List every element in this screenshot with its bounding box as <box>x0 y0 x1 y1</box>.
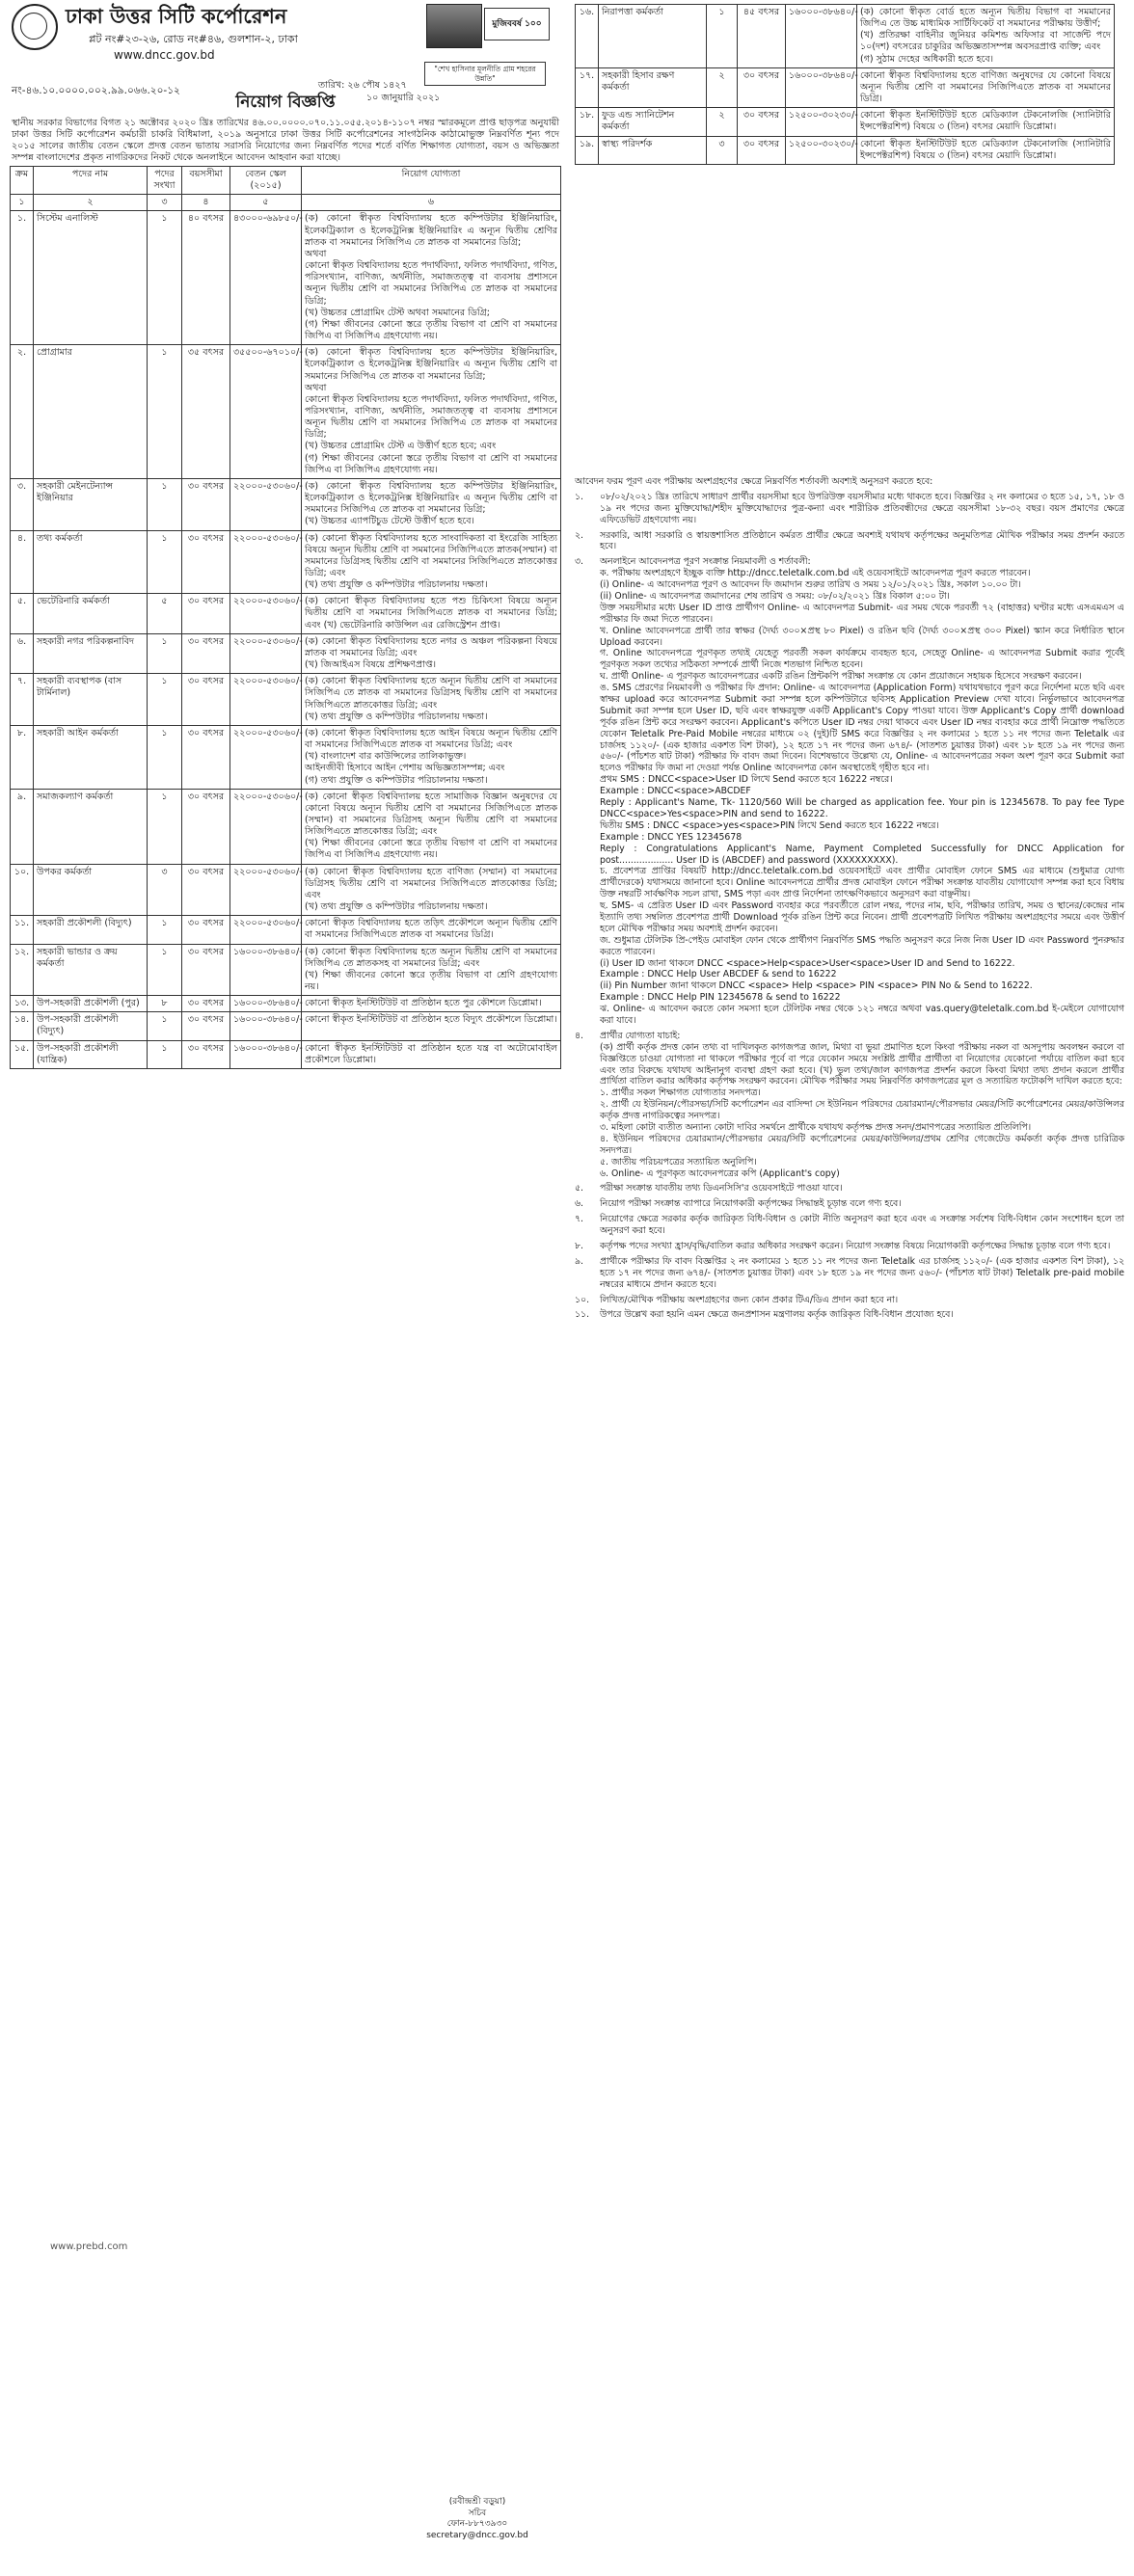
column-header: নিয়োগ যোগ্যতা <box>302 167 561 195</box>
qualification: (ক) কোনো স্বীকৃত বিশ্ববিদ্যালয় হতে সামাজিক বিজ্ঞান অনুষদের যে কোনো বিষয়ে অন্যূন দ্বিতীয় শ্রেণি বা সমমানের সিজিপিএতে স্নাতক (সম্মান) বা সমমানের ডিগ্রিসহ অন্যূন দ্বিতীয় শ্রেণি বা সমমানের সিজিপিএতে স্নাতকোত্তর ডিগ্রি; এবং (খ) শিক্ষা জীবনের কোনো স্তরে তৃতীয় বিভাগ বা শ্রেণি বা সমমানের জিপিএ বা সিজিপিএ গ্রহণযোগ্য নয়। <box>302 789 561 864</box>
post-name: নিরাপত্তা কর্মকর্তা <box>599 5 707 68</box>
post-count: ১ <box>707 5 738 68</box>
post-name: সহকারী হিসাব রক্ষণ কর্মকর্তা <box>599 67 707 107</box>
condition-item <box>575 492 1124 526</box>
qualification: (ক) কোনো স্বীকৃত বিশ্ববিদ্যালয় হতে কম্পিউটার ইঞ্জিনিয়ারিং, ইলেকট্রিক্যাল ও ইলেকট্রনিক্স ইঞ্জিনিয়ারিং এ অন্যূন দ্বিতীয় শ্রেণি বা সমমানের সিজিপিএ তে স্নাতক বা সমমানের ডিগ্রি; (খ) উচ্চতর এ্যাপটিচুড টেস্টে উত্তীর্ণ হতে হবে। <box>302 478 561 530</box>
condition-text: অনলাইনে আবেদনপত্র পূরণ সংক্রান্ত নিয়মাবলী ও শর্তাবলী: ক. পরীক্ষায় অংশগ্রহণে ইচ্ছুক ব্যক্তি http://dncc.teletalk.com.bd এই ওয়েবসাইটে আবেদনপত্র পূরণ করতে পারবেন। (i) Online- এ আবেদনপত্র পূরণ ও আবেদন ফি জমাদান শুরুর তারিখ ও সময় ১২/০১/২০২১ খ্রিঃ, সকাল ১০.০০ টা। (ii) Online- এ আবেদনপত্র জমাদানের শেষ তারিখ ও সময়: ০৮/০২/২০২১ খ্রিঃ বিকাল ৫:০০ টা। উক্ত সময়সীমার মধ্যে User ID প্রাপ্ত প্রার্থীগণ Online- এ আবেদনপত্র Submit- এর সময় থেকে পরবর্তী ৭২ (বাহাত্তর) ঘণ্টার মধ্যে এসএমএস এ পরীক্ষার ফি জমা দিতে পারবেন। খ. Online আবেদনপত্রে প্রার্থী তার স্বাক্ষর (দৈর্ঘ্য ৩০০×প্রস্থ ৮০ Pixel) ও রঙিন ছবি (দৈর্ঘ্য ৩০০×প্রস্থ ৩০০ Pixel) স্ক্যান করে নির্ধারিত স্থানে Upload করবেন। গ. Online আবেদনপত্রে পূরণকৃত তথ্যই যেহেতু পরবর্তী সকল কার্যক্রমে ব্যবহৃত হবে, সেহেতু Online- এ আবেদনপত্র Submit করার পূর্বেই পূরণকৃত সকল তথ্যের সঠিকতা সম্পর্কে প্রার্থী নিজে শতভাগ নিশ্চিত হবেন। ঘ. প্রার্থী Online- এ পূরণকৃত আবেদনপত্রের একটি রঙিন প্রিন্টকপি পরীক্ষা সংক্রান্ত যে কোন প্রয়োজনে সহায়ক হিসেবে সংরক্ষণ করবেন। ঙ. SMS প্রেরণের নিয়মাবলী ও পরীক্ষার ফি প্রদান: Online- এ আবেদনপত্র (Application Form) যথাযথভাবে পূরণ করে নির্দেশনা মতে ছবি এবং স্বাক্ষর upload করে আবেদনপত্র Submit করা সম্পন্ন হলে কম্পিউটারে ছবিসহ Application Preview দেখা যাবে। নির্ভুলভাবে আবেদনপত্র Submit করা সম্পন্ন হলে User ID, ছবি এবং স্বাক্ষরযুক্ত একটি Applicant's Copy পাওয়া যাবে। উক্ত Applicant's Copy প্রার্থী download পূর্বক রঙিন প্রিন্ট করে সংরক্ষণ করবেন। Applicant's কপিতে User ID নম্বর দেয়া থাকবে এবং User ID নম্বর ব্যবহার করে প্রার্থী নিম্নোক্ত পদ্ধতিতে যেকোন Teletalk Pre-Paid Mobile নম্বরের মাধ্যমে ০২ (দুই)টি SMS করে বিজ্ঞপ্তির ২ নং কলামের ১ হতে ১১ নং পদের জন্য Teletalk এর চার্জসহ ১১২০/- (এক হাজার একশত বিশ টাকা), ১২ হতে ১৭ নং পদের জন্য ৬৭৪/- (সাতশত চুয়াত্তর টাকা) এবং ১৮ হতে ১৯ নং পদের জন্য ৫৬০/- (পাঁচশত ষাট টাকা) পরীক্ষার ফি বাবদ জমা দিবেন। বিশেষভাবে উল্লেখ্য যে, Online- এ আবেদনপত্রের সকল অংশ পূরণ করে Submit করা হলেও পরীক্ষার ফি জমা না দেওয়া পর্যন্ত Online আবেদনপত্র কোন অবস্থাতেই গৃহীত হবে না। প্রথম SMS : DNCC<space>User ID লিখে Send করতে হবে 16222 নম্বরে। Example : DNCC<space>ABCDEF Reply : Applicant's Name, Tk- 1120/560 Will be charged as application fee. Your pin is 12345678. To pay fee Type DNCC<space>Yes<space>PIN and send to 16222. দ্বিতীয় SMS : DNCC <space>yes<space>PIN লিখে Send করতে হবে 16222 নম্বরে। Example : DNCC YES 12345678 Reply : Congratulations Applicant's Name, Payment Completed Successfully for DNCC Application for post................... User ID is (ABCDEF) and password (XXXXXXXXX). চ. প্রবেশপত্র প্রাপ্তির বিষয়টি http://dncc.teletalk.com.bd ওয়েবসাইটে এবং প্রার্থীর মোবাইল ফোনে SMS এর মাধ্যমে (শুধুমাত্র যোগ্য প্রার্থীদেরকে) যথাসময়ে জানানো হবে। Online আবেদনপত্রে প্রার্থীর প্রদত্ত মোবাইল ফোনে পরীক্ষা সংক্রান্ত যাবতীয় যোগাযোগ সম্পন্ন করা হবে বিধায় উক্ত নম্বরটি সার্বক্ষণিক সচল রাখা, SMS পড়া এবং প্রাপ্ত নির্দেশনা তাৎক্ষণিকভাবে অনুসরণ করা বাঞ্ছনীয়। ছ. SMS- এ প্রেরিত User ID এবং Password ব্যবহার করে পরবর্তীতে রোল নম্বর, পদের নাম, ছবি, পরীক্ষার তারিখ, সময় ও স্থানের/কেন্দ্রের নাম ইত্যাদি তথ্য সম্বলিত প্রবেশপত্র প্রার্থী Download পূর্বক রঙিন প্রিন্ট করে নিবেন। প্রার্থী প্রবেশপত্রটি লিখিত পরীক্ষায় অংশগ্রহণের সময়ে এবং উত্তীর্ণ হলে মৌখিক পরীক্ষার সময় অবশ্যই প্রদর্শন করবেন। জ. শুধুমাত্র টেলিটক প্রি-পেইড মোবাইল ফোন থেকে প্রার্থীগণ নিম্নবর্ণিত SMS পদ্ধতি অনুসরণ করে নিজ নিজ User ID এবং Password পুনরুদ্ধার করতে পারবেন। (i) User ID জানা থাকলে DNCC <space>Help<space>User<space>User ID and Send to 16222. Example : DNCC Help User ABCDEF & send to 16222 (ii) Pin Number জানা থাকলে DNCC <space> Help <space> PIN <space> PIN No & Send to 16222. Example : DNCC Help PIN 12345678 & send to 16222 ঝ. Online- এ আবেদন করতে কোন সমস্যা হলে টেলিটক নম্বর থেকে ১২১ নম্বরে অথবা vas.query@teletalk.com.bd ই-মেইলে যোগাযোগ করা যাবে। <box>600 556 1124 1026</box>
table-row <box>11 944 561 996</box>
pay-scale: ১৬০০০-৩৮৬৪০/- <box>230 944 302 996</box>
qualification: কোনো স্বীকৃত ইনস্টিটিউট বা প্রতিষ্ঠান হতে যন্ত্র বা অটোমোবাইল প্রকৌশলে ডিপ্লোমা। <box>302 1040 561 1068</box>
column-number: ৬ <box>302 195 561 211</box>
condition-text: কর্তৃপক্ষ পদের সংখ্যা হ্রাস/বৃদ্ধি/বাতিল করার অধিকার সংরক্ষণ করেন। নিয়োগ সংক্রান্ত বিষয়ে নিয়োগকারী কর্তৃপক্ষের সিদ্ধান্ত চূড়ান্ত বলে গণ্য হবে। <box>600 1241 1111 1251</box>
condition-item <box>575 1295 1124 1306</box>
age-limit: ৩০ বৎসর <box>182 864 230 916</box>
conditions-intro: আবেদন ফরম পূরণ এবং পরীক্ষায় অংশগ্রহণের ক্ষেত্রে নিম্নবর্ণিত শর্তাবলী অবশ্যই অনুসরণ করতে হবে: <box>575 476 933 487</box>
mujib-logo: মুজিববর্ষ ১০০ <box>484 8 550 40</box>
pay-scale: ৩৫৫০০-৬৭০১০/- <box>230 345 302 479</box>
qualification: (ক) কোনো স্বীকৃত বিশ্ববিদ্যালয় হতে অন্যূন দ্বিতীয় শ্রেণি বা সমমানের সিজিপিএ তে স্নাতক বা সমমানের ডিগ্রিসহ দ্বিতীয় শ্রেণি বা সমমানের সিজিপিএতে স্নাতকোত্তর ডিগ্রি; এবং (খ) তথ্য প্রযুক্তি ও কম্পিউটার পরিচালনায় দক্ষতা। <box>302 674 561 726</box>
qualification: কোনো স্বীকৃত ইনস্টিটিউট হতে মেডিক্যাল টেকনোলজি (স্যানিটারি ইন্সপেক্টরশিপ) বিষয়ে ৩ (তিন) বৎসর মেয়াদি ডিপ্লোমা। <box>857 136 1115 164</box>
post-count: ১ <box>148 916 182 944</box>
post-count: ৮ <box>148 996 182 1012</box>
qualification: কোনো স্বীকৃত ইনস্টিটিউট বা প্রতিষ্ঠান হতে পুর কৌশলে ডিপ্লোমা। <box>302 996 561 1012</box>
condition-item <box>575 1031 1124 1180</box>
post-count: ৩ <box>148 864 182 916</box>
post-name: সিস্টেম এনালিস্ট <box>34 211 148 345</box>
age-limit: ৩০ বৎসর <box>182 916 230 944</box>
signatory-name: (রবীন্দ্রশ্রী বড়ুয়া) <box>448 2497 506 2507</box>
intro-paragraph: স্থানীয় সরকার বিভাগের বিগত ২১ অক্টোবর ২০২০ খ্রিঃ তারিখের ৪৬.০০.০০০০.০৭০.১১.০৫৫.২০১৪-১১০৭ নম্বর স্মারকমূলে প্রাপ্ত ছাড়পত্র অনুযায়ী ঢাকা উত্তর সিটি কর্পোরেশন কর্মচারী চাকরি বিধিমালা, ২০১৯ অনুসারে ঢাকা উত্তর সিটি কর্পোরেশনের সাংগঠনিক কাঠামোভুক্ত নিম্নবর্ণিত শূন্য পদে ২০১৫ সালের জাতীয় বেতন স্কেলে প্রদত্ত বেতন ভাতায় সরাসরি নিয়োগের জন্য নিম্নবর্ণিত পদের শর্তে বর্ণিত শিক্ষাগত যোগ্যতা, বয়স ও অভিজ্ঞতা সম্পন্ন বাংলাদেশের প্রকৃত নাগরিকদের নিকট থেকে অনলাইনে আবেদন আহবান করা যাচ্ছে। <box>12 118 559 164</box>
pay-scale: ২২০০০-৫৩০৬০/- <box>230 594 302 633</box>
condition-number: ১০. <box>575 1294 590 1305</box>
condition-text: ০৮/০২/২০২১ খ্রিঃ তারিখে সাধারণ প্রার্থীর বয়সসীমা হবে উপরিউক্ত বয়সসীমার মধ্যে থাকতে হবে। বিজ্ঞপ্তির ২ নং কলামের ৩ হতে ১৫, ১৭, ১৮ ও ১৯ নং পদের জন্য মুক্তিযোদ্ধা/শহীদ মুক্তিযোদ্ধাদের পুত্র-কন্যা এবং শারীরিক প্রতিবন্ধীদের ক্ষেত্রে বয়সসীমা ১৮-৩২ বছর। বয়স প্রমাণের ক্ষেত্রে এফিডেভিট গ্রহণযোগ্য নয়। <box>600 491 1124 525</box>
post-name: সহকারী আইন কর্মকর্তা <box>34 725 148 789</box>
qualification: (ক) কোনো স্বীকৃত বোর্ড হতে অন্যূন দ্বিতীয় বিভাগ বা সমমানের জিপিএ তে উচ্চ মাধ্যমিক সার্টিফিকেট বা সমমানের পরীক্ষায় উত্তীর্ণ; (খ) প্রতিরক্ষা বাহিনীর জুনিয়র কমিশন্ড অফিসার বা সার্জেন্ট পদে ১০(দশ) বৎসরের চাকুরির অভিজ্ঞতাসম্পন্ন অবসরপ্রাপ্ত ব্যক্তি; এবং (গ) সুঠাম দেহের অধিকারী হতে হবে। <box>857 5 1115 68</box>
qualification: (ক) কোনো স্বীকৃত বিশ্ববিদ্যালয় হতে সাংবাদিকতা বা ইংরেজি সাহিত্য বিষয়ে অন্যূন দ্বিতীয় শ্রেণি বা সমমানের সিজিপিএতে স্নাতক(সম্মান) বা সমমানের ডিগ্রিসহ দ্বিতীয় শ্রেণি বা সমমানের সিজিপিএতে স্নাতকোত্তর ডিগ্রি; এবং (খ) তথ্য প্রযুক্তি ও কম্পিউটার পরিচালনায় দক্ষতা। <box>302 530 561 594</box>
left-column <box>10 4 561 1065</box>
condition-text: নিয়োগের ক্ষেত্রে সরকার কর্তৃক জারিকৃত বিধি-বিধান ও কোটা নীতি অনুসরণ করা হবে এবং এ সংক্রান্ত সর্বশেষ বিধি-বিধান কোন সংশোধন হলে তা অনুসরণ করা হবে। <box>600 1214 1124 1237</box>
condition-item <box>575 1214 1124 1237</box>
qualification: (ক) কোনো স্বীকৃত বিশ্ববিদ্যালয় হতে কম্পিউটার ইঞ্জিনিয়ারিং, ইলেকট্রিক্যাল ও ইলেকট্রনিক্স ইঞ্জিনিয়ারিং এ অন্যূন দ্বিতীয় শ্রেণির স্নাতক বা সমমানের সিজিপিএ তে স্নাতক বা সমমানের ডিগ্রি; অথবা কোনো স্বীকৃত বিশ্ববিদ্যালয় হতে পদার্থবিদ্যা, ফলিত পদার্থবিদ্যা, গণিত, পরিসংখ্যান, বাণিজ্য, অর্থনীতি, সমাজতত্ত্ব বা ব্যবসায় প্রশাসনে অন্যূন দ্বিতীয় শ্রেণি বা সমমানের সিজিপিএ তে স্নাতক বা সমমানের ডিগ্রি; (খ) উচ্চতর প্রোগ্রামিং টেস্ট অথবা সমমানের ডিগ্রি; (গ) শিক্ষা জীবনের কোনো স্তরে তৃতীয় বিভাগ বা শ্রেণি বা সমমানের জিপিএ বা সিজিপিএ গ্রহণযোগ্য নয়। <box>302 211 561 345</box>
qualification: (ক) কোনো স্বীকৃত বিশ্ববিদ্যালয় হতে নগর ও অঞ্চল পরিকল্পনা বিষয়ে স্নাতক বা সমমানের ডিগ্রি; এবং (খ) জিআইএস বিষয়ে প্রশিক্ষণপ্রাপ্ত। <box>302 633 561 673</box>
pay-scale: ৪৩০০০-৬৯৮৫০/- <box>230 211 302 345</box>
post-count: ১ <box>148 674 182 726</box>
row-serial: ১. <box>11 211 34 345</box>
age-limit: ৩০ বৎসর <box>182 725 230 789</box>
condition-item <box>575 1256 1124 1291</box>
pay-scale: ১৬০০০-৩৮৬৪০/- <box>230 1040 302 1068</box>
post-name: ভেটেরিনারি কর্মকর্তা <box>34 594 148 633</box>
date-english: ১০ জানুয়ারি ২০২১ <box>366 93 441 104</box>
row-serial: ১৯. <box>576 136 599 164</box>
table-row <box>11 345 561 479</box>
column-number: ১ <box>11 195 34 211</box>
pay-scale: ২২০০০-৫৩০৬০/- <box>230 864 302 916</box>
table-row <box>11 1040 561 1068</box>
column-header: পদের সংখ্যা <box>148 167 182 195</box>
column-number: ৪ <box>182 195 230 211</box>
row-serial: ২. <box>11 345 34 479</box>
condition-number: ৮. <box>575 1241 583 1251</box>
post-name: উপ-সহকারী প্রকৌশলী (বিদ্যুৎ) <box>34 1012 148 1040</box>
post-name: সহকারী ভান্ডার ও ক্রয় কর্মকর্তা <box>34 944 148 996</box>
pay-scale: ২২০০০-৫৩০৬০/- <box>230 725 302 789</box>
signatory-designation: সচিব <box>468 2508 487 2518</box>
posts-table-left <box>10 166 561 1069</box>
post-count: ১ <box>148 725 182 789</box>
row-serial: ১৪. <box>11 1012 34 1040</box>
memo-number: নং-৪৬.১০.০০০০.০০২.৯৯.০৬৬.২০-১২ <box>12 85 180 96</box>
post-name: উপ-সহকারী প্রকৌশলী (যান্ত্রিক) <box>34 1040 148 1068</box>
table-row <box>11 530 561 594</box>
condition-text: পরীক্ষা সংক্রান্ত যাবতীয় তথ্য ডিএনসিসি'র ওয়েবসাইটে পাওয়া যাবে। <box>600 1183 843 1194</box>
post-count: ১ <box>148 633 182 673</box>
post-name: সমাজকল্যাণ কর্মকর্তা <box>34 789 148 864</box>
table-row <box>11 1012 561 1040</box>
post-count: ১ <box>148 478 182 530</box>
table-row <box>11 633 561 673</box>
table-row <box>11 674 561 726</box>
post-count: ১ <box>148 345 182 479</box>
pay-scale: ২২০০০-৫৩০৬০/- <box>230 916 302 944</box>
table-row <box>576 67 1115 107</box>
pay-scale: ১৬০০০-৩৮৬৪০/- <box>230 996 302 1012</box>
age-limit: ৩০ বৎসর <box>182 1012 230 1040</box>
age-limit: ৩০ বৎসর <box>182 789 230 864</box>
condition-text: প্রার্থীর যোগ্যতা যাচাই: (ক) প্রার্থী কর্তৃক প্রদত্ত কোন তথ্য বা দাখিলকৃত কাগজপত্র জাল, মিথ্যা বা ভুয়া প্রমাণিত হলে কিংবা পরীক্ষায় নকল বা অসদুপায় অবলম্বন করলে বা বিজ্ঞপ্তিতে চাওয়া যোগ্যতা না থাকলে পরীক্ষার পূর্বে বা পরে যেকোন সময়ে সংশ্লিষ্ট প্রার্থীর প্রার্থীতা বা নিয়োগের যেকোনো পর্যায়ে বাতিল করা হবে এবং তার বিরুদ্ধে যথাযথ আইনানুগ ব্যবস্থা গ্রহণ করা হবে। (খ) ভুল তথ্য/জাল কাগজপত্র প্রদর্শন করলে কিংবা মিথ্যা তথ্য প্রদান করলে প্রার্থীর প্রার্থিতা বাতিল করার অধিকার কর্তৃপক্ষ সংরক্ষণ করবেন। মৌখিক পরীক্ষার সময় নিম্নবর্ণিত কাগজপত্রের মূল ও সত্যায়িত ফটোকপি দাখিল করতে হবে: ১. প্রার্থীর সকল শিক্ষাগত যোগ্যতার সনদপত্র। ২. প্রার্থী যে ইউনিয়ন/পৌরসভা/সিটি কর্পোরেশন এর বাসিন্দা সে ইউনিয়ন পরিষদের চেয়ারম্যান/পৌরসভার মেয়র/সিটি কর্পোরেশনের মেয়র/কাউন্সিলর কর্তৃক প্রদত্ত নাগরিকত্বের সনদপত্র। ৩. মহিলা কোটা ব্যতীত অন্যান্য কোটা দাবির সমর্থনে প্রার্থীকে যথাযথ কর্তৃপক্ষ প্রদত্ত সনদ/প্রমাণপত্রের সত্যায়িত প্রতিলিপি। ৪. ইউনিয়ন পরিষদের চেয়ারম্যান/পৌরসভার মেয়র/সিটি কর্পোরেশনের মেয়র/কাউন্সিলর/প্রথম শ্রেণির গেজেটেড কর্মকর্তা কর্তৃক প্রদত্ত চারিত্রিক সনদপত্র। ৫. জাতীয় পরিচয়পত্রের সত্যায়িত অনুলিপি। ৬. Online- এ পূরণকৃত আবেদনপত্রের কপি (Applicant's copy) <box>600 1030 1124 1179</box>
condition-item <box>575 556 1124 1027</box>
row-serial: ৭. <box>11 674 34 726</box>
row-serial: ১৬. <box>576 5 599 68</box>
table-row <box>11 211 561 345</box>
qualification: কোনো স্বীকৃত ইনস্টিটিউট হতে মেডিক্যাল টেকনোলজি (স্যানিটারি ইন্সপেক্টরশিপ) বিষয়ে ৩ (তিন) বৎসর মেয়াদি ডিপ্লোমা। <box>857 108 1115 136</box>
table-row <box>11 864 561 916</box>
column-number: ৩ <box>148 195 182 211</box>
page-title: নিয়োগ বিজ্ঞপ্তি <box>235 93 336 112</box>
age-limit: ৩০ বৎসর <box>738 136 786 164</box>
signatory-phone: ফোন-৮৮৭৩৯৩০ <box>446 2519 508 2530</box>
post-count: ১ <box>148 1040 182 1068</box>
qualification: (ক) কোনো স্বীকৃত বিশ্ববিদ্যালয় হতে কম্পিউটার ইঞ্জিনিয়ারিং, ইলেকট্রিক্যাল ও ইলেকট্রনিক্স ইঞ্জিনিয়ারিং এ অন্যূন দ্বিতীয় শ্রেণি বা সমমানের সিজিপিএ তে স্নাতক বা সমমানের ডিগ্রি; অথবা কোনো স্বীকৃত বিশ্ববিদ্যালয় হতে পদার্থবিদ্যা, ফলিত পদার্থবিদ্যা, গণিত, পরিসংখ্যান, বাণিজ্য, অর্থনীতি, সমাজতত্ত্ব বা ব্যবসায় প্রশাসনে অন্যূন দ্বিতীয় শ্রেণি বা সমমানের সিজিপিএ তে স্নাতক বা সমমানের ডিগ্রি; (খ) উচ্চতর প্রোগ্রামিং টেস্ট এ উত্তীর্ণ হতে হবে; এবং (গ) শিক্ষা জীবনের কোনো স্তরে তৃতীয় বিভাগ বা শ্রেণি বা সমমানের জিপিএ বা সিজিপিএ গ্রহণযোগ্য নয়। <box>302 345 561 479</box>
condition-item <box>575 1183 1124 1194</box>
qualification: কোনো স্বীকৃত ইনস্টিটিউট বা প্রতিষ্ঠান হতে বিদ্যুৎ প্রকৌশলে ডিপ্লোমা। <box>302 1012 561 1040</box>
row-serial: ৮. <box>11 725 34 789</box>
condition-text: লিখিত/মৌখিক পরীক্ষায় অংশগ্রহণের জন্য কোন প্রকার টিএ/ডিএ প্রদান করা হবে না। <box>600 1294 899 1305</box>
row-serial: ১১. <box>11 916 34 944</box>
qualification: (ক) কোনো স্বীকৃত বিশ্ববিদ্যালয় হতে আইন বিষয়ে অন্যূন দ্বিতীয় শ্রেণি বা সমমানের সিজিপিএতে স্নাতক বা সমমানের ডিগ্রি; এবং (খ) বাংলাদেশ বার কাউন্সিলের তালিকাভুক্ত। আইনজীবী হিসাবে আইন পেশায় অভিজ্ঞতাসম্পন্ন; এবং (গ) তথ্য প্রযুক্তি ও কম্পিউটার পরিচালনায় দক্ষতা। <box>302 725 561 789</box>
pay-scale: ১২৫০০-৩০২৩০/- <box>786 108 857 136</box>
pay-scale: ২২০০০-৫৩০৬০/- <box>230 674 302 726</box>
pay-scale: ১৬০০০-৩৮৬৪০/- <box>786 67 857 107</box>
post-count: ৫ <box>148 594 182 633</box>
qualification: (ক) কোনো স্বীকৃত বিশ্ববিদ্যালয় হতে বাণিজ্য (সম্মান) বা সমমানের ডিগ্রিসহ দ্বিতীয় শ্রেণি বা সমমানের সিজিপিএতে স্নাতকোত্তর ডিগ্রি; এবং (খ) তথ্য প্রযুক্তি ও কম্পিউটার পরিচালনায় দক্ষতা। <box>302 864 561 916</box>
table-row <box>11 996 561 1012</box>
age-limit: ৪০ বৎসর <box>182 211 230 345</box>
age-limit: ৩০ বৎসর <box>738 67 786 107</box>
post-count: ১ <box>148 944 182 996</box>
pay-scale: ২২০০০-৫৩০৬০/- <box>230 530 302 594</box>
condition-item <box>575 1198 1124 1210</box>
condition-item <box>575 1309 1124 1321</box>
qualification: কোনো স্বীকৃত বিশ্ববিদ্যালয় হতে বাণিজ্য অনুষদের যে কোনো বিষয়ে অন্যূন দ্বিতীয় শ্রেণি বা সমমানের সিজিপিএতে স্নাতক বা সমমানের ডিগ্রি। <box>857 67 1115 107</box>
age-limit: ৩০ বৎসর <box>182 944 230 996</box>
post-name: সহকারী মেইনটেন্যান্স ইঞ্জিনিয়ার <box>34 478 148 530</box>
row-serial: ৬. <box>11 633 34 673</box>
condition-number: ১. <box>575 491 583 502</box>
table-row <box>11 594 561 633</box>
org-website: www.dncc.gov.bd <box>114 48 215 62</box>
age-limit: ৩৫ বৎসর <box>182 345 230 479</box>
qualification: কোনো স্বীকৃত বিশ্ববিদ্যালয় হতে তড়িৎ প্রকৌশলে অন্যূন দ্বিতীয় শ্রেণি বা সমমানের সিজিপিএতে স্নাতক বা সমমানের ডিগ্রি। <box>302 916 561 944</box>
post-count: ২ <box>707 108 738 136</box>
condition-text: প্রার্থীকে পরীক্ষার ফি বাবদ বিজ্ঞপ্তির ২ নং কলামের ১ হতে ১১ নং পদের জন্য Teletalk এর চার্জসহ ১১২০/- (এক হাজার একশত বিশ টাকা), ১২ হতে ১৭ নং পদের জন্য ৬৭৪/- (সাতশত চুয়াত্তর টাকা) এবং ১৮ হতে ১৯ নং পদের জন্য ৫৬০/- (পাঁচশত ষাট টাকা) Teletalk pre-paid mobile নম্বরের মাধ্যমে প্রদান করতে হবে। <box>600 1255 1124 1290</box>
post-name: সহকারী প্রকৌশলী (বিদ্যুৎ) <box>34 916 148 944</box>
column-number: ২ <box>34 195 148 211</box>
condition-number: ২. <box>575 529 583 541</box>
column-header: পদের নাম <box>34 167 148 195</box>
pay-scale: ১২৫০০-৩০২৩০/- <box>786 136 857 164</box>
pay-scale: ১৬০০০-৩৮৬৪০/- <box>230 1012 302 1040</box>
table-row <box>11 789 561 864</box>
condition-number: ৩. <box>575 556 583 568</box>
condition-number: ৪. <box>575 1030 583 1041</box>
post-name: সহকারী ব্যবস্থাপক (বাস টার্মিনাল) <box>34 674 148 726</box>
age-limit: ৩০ বৎসর <box>182 478 230 530</box>
signature-block <box>415 2497 540 2541</box>
condition-number: ৬. <box>575 1198 583 1210</box>
post-name: উপকর কর্মকর্তা <box>34 864 148 916</box>
post-name: সহকারী নগর পরিকল্পনাবিদ <box>34 633 148 673</box>
column-header: ক্রম <box>11 167 34 195</box>
portrait-image <box>426 4 482 48</box>
posts-table-right <box>575 4 1115 165</box>
condition-item <box>575 530 1124 553</box>
row-serial: ১৮. <box>576 108 599 136</box>
table-row <box>576 108 1115 136</box>
age-limit: ৩০ বৎসর <box>182 633 230 673</box>
post-count: ২ <box>707 67 738 107</box>
row-serial: ১০. <box>11 864 34 916</box>
post-name: ফুড এন্ড স্যানিটেশন কর্মকর্তা <box>599 108 707 136</box>
date-bangla: তারিখ: ২৬ পৌষ ১৪২৭ <box>318 80 407 91</box>
age-limit: ৩০ বৎসর <box>182 530 230 594</box>
pay-scale: ২২০০০-৫৩০৬০/- <box>230 633 302 673</box>
age-limit: ৩০ বৎসর <box>182 674 230 726</box>
qualification: (ক) কোনো স্বীকৃত বিশ্ববিদ্যালয় হতে পশু চিকিৎসা বিষয়ে অন্যূন দ্বিতীয় শ্রেণি বা সমমানের সিজিপিএতে স্নাতক বা সমমানের ডিগ্রি; এবং (খ) ভেটেরিনারি কাউন্সিল এর রেজিস্ট্রেশন প্রাপ্ত। <box>302 594 561 633</box>
column-number: ৫ <box>230 195 302 211</box>
table-row <box>576 136 1115 164</box>
table-row <box>11 916 561 944</box>
age-limit: ৩০ বৎসর <box>182 1040 230 1068</box>
table-row <box>11 725 561 789</box>
column-header: বয়সসীমা <box>182 167 230 195</box>
column-header: বেতন স্কেল (২০১৫) <box>230 167 302 195</box>
dncc-seal-icon <box>12 4 58 50</box>
pay-scale: ২২০০০-৫৩০৬০/- <box>230 478 302 530</box>
condition-text: সরকারি, আধা সরকারি ও স্বায়ত্তশাসিত প্রতিষ্ঠানে কর্মরত প্রার্থীর ক্ষেত্রে অবশ্যই যথাযথ কর্তৃপক্ষের অনুমতিপত্র মৌখিক পরীক্ষার সময় প্রদর্শন করতে হবে। <box>600 529 1124 552</box>
post-count: ১ <box>148 1012 182 1040</box>
slogan-box: "শেখ হাসিনার মূলনীতি গ্রাম শহরের উন্নতি" <box>424 62 546 86</box>
post-name: তথ্য কর্মকর্তা <box>34 530 148 594</box>
row-serial: ১৫. <box>11 1040 34 1068</box>
watermark: www.prebd.com <box>50 2241 128 2252</box>
condition-item <box>575 1241 1124 1252</box>
condition-text: উপরে উল্লেখ করা হয়নি এমন ক্ষেত্রে জনপ্রশাসন মন্ত্রণালয় কর্তৃক জারিকৃত বিধি-বিধান প্রযোজ্য হবে। <box>600 1309 954 1321</box>
post-name: স্বাস্থ্য পরিদর্শক <box>599 136 707 164</box>
post-name: প্রোগ্রামার <box>34 345 148 479</box>
condition-text: নিয়োগ পরীক্ষা সংক্রান্ত ব্যাপারে নিয়োগকারী কর্তৃপক্ষের সিদ্ধান্তই চূড়ান্ত বলে গণ্য হবে। <box>600 1198 902 1210</box>
row-serial: ১২. <box>11 944 34 996</box>
post-count: ১ <box>148 789 182 864</box>
row-serial: ১৭. <box>576 67 599 107</box>
qualification: (ক) কোনো স্বীকৃত বিশ্ববিদ্যালয় হতে অন্যূন দ্বিতীয় শ্রেণি বা সমমানের সিজিপিএ তে স্নাতকসহ বা সমমানের ডিগ্রি; এবং (খ) শিক্ষা জীবনের কোনো স্তরে তৃতীয় বিভাগ বা শ্রেণি গ্রহণযোগ্য নয়। <box>302 944 561 996</box>
table-row <box>11 478 561 530</box>
header <box>10 4 561 162</box>
age-limit: ৩০ বৎসর <box>738 108 786 136</box>
age-limit: ৪৫ বৎসর <box>738 5 786 68</box>
row-serial: ৪. <box>11 530 34 594</box>
org-name: ঢাকা উত্তর সিটি কর্পোরেশন <box>66 4 287 28</box>
pay-scale: ২২০০০-৫৩০৬০/- <box>230 789 302 864</box>
post-name: উপ-সহকারী প্রকৌশলী (পুর) <box>34 996 148 1012</box>
org-address: প্লট নং#২৩-২৬, রোড নং#৪৬, গুলশান-২, ঢাকা <box>89 33 298 45</box>
row-serial: ৫. <box>11 594 34 633</box>
row-serial: ৩. <box>11 478 34 530</box>
conditions-section <box>575 476 1124 1325</box>
row-serial: ১৩. <box>11 996 34 1012</box>
condition-number: ৫. <box>575 1183 583 1194</box>
age-limit: ৩০ বৎসর <box>182 996 230 1012</box>
post-count: ১ <box>148 530 182 594</box>
signatory-email: secretary@dncc.gov.bd <box>426 2530 528 2540</box>
condition-number: ৭. <box>575 1214 583 1225</box>
post-count: ১ <box>148 211 182 345</box>
condition-number: ৯. <box>575 1255 583 1267</box>
age-limit: ৩০ বৎসর <box>182 594 230 633</box>
row-serial: ৯. <box>11 789 34 864</box>
table-row <box>576 5 1115 68</box>
pay-scale: ১৬০০০-৩৮৬৪০/- <box>786 5 857 68</box>
condition-number: ১১. <box>575 1309 590 1321</box>
post-count: ৩ <box>707 136 738 164</box>
